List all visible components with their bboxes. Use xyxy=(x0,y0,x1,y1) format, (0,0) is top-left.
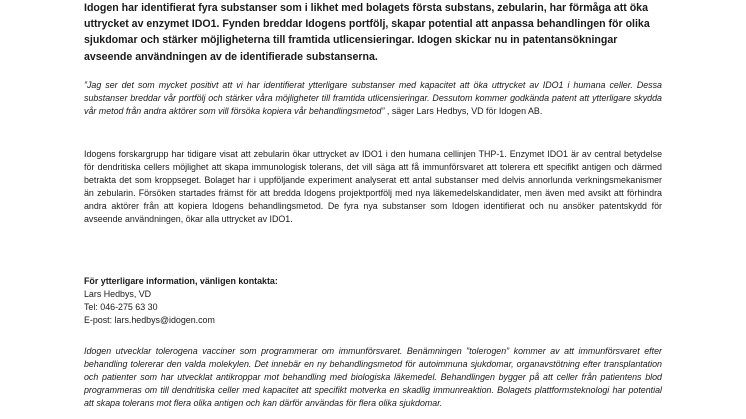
contact-email[interactable]: E-post: lars.hedbys@idogen.com xyxy=(84,314,215,325)
contact-block xyxy=(84,275,662,327)
quote-text: ”Jag ser det som mycket positivt att vi har identifierat ytterligare substanser med kapacitet att öka uttrycket av IDO1 i humana celler. Dessa substanser breddar vår portfölj och stärker våra möjligheter till framtida utlicensieringar. Dessutom kommer godkända patent att ytterligare skydda vår metod från andra aktörer som vill försöka kopiera vår behandlingsmetod” xyxy=(84,80,662,116)
lead-paragraph: Idogen har identifierat fyra substanser som i likhet med bolagets första substans, zebularin, har förmåga att öka uttrycket av enzymet IDO1. Fynden breddar Idogens portfölj, skapar potential att anpassa behandlingen för olika sjukdomar och stärker möjligheterna till framtida utlicensieringar. Idogen skickar nu in patentansökningar avseende användningen av de identifierade substanserna. xyxy=(84,2,650,63)
body-paragraph: Idogens forskargrupp har tidigare visat att zebularin ökar uttrycket av IDO1 i den humana cellinjen THP-1. Enzymet IDO1 är av central betydelse för dendritiska cellers möjlighet att skapa immunologisk tolerans, det vill säga att få immunförsvaret att tolerera ett specifikt antigen och därmed betrakta det som kroppseget. Bolaget har i uppföljande experiment analyserat ett antal substanser med delvis annorlunda verkningsmekanismer än zebularin. Försöken startades främst för att bredda Idogens projektportfölj med nya läkemedelskandidater, men även med avsikt att förhindra andra aktörer från att kopiera Idogens behandlingsmetod. De fyra nya substanser som Idogen identifierat och nu ansöker patentskydd för avseende användningen, ökar alla uttrycket av IDO1. xyxy=(84,149,662,224)
ceo-quote xyxy=(84,79,662,118)
contact-name: Lars Hedbys, VD xyxy=(84,288,152,299)
press-release-page xyxy=(84,0,662,409)
quote-attribution: , säger Lars Hedbys, VD för Idogen AB. xyxy=(386,105,543,116)
about-company-paragraph: Idogen utvecklar tolerogena vacciner som programmerar om immunförsvaret. Benämningen ”tolerogen” kommer av att immunförsvaret efter behandling tolererar den valda molekylen. Det innebär en ny behandlingsmetod för autoimmuna sjukdomar, organavstötning efter transplantation och patienter som har utvecklat antikroppar mot behandling med biologiska läkemedel. Behandlingen bygger på att celler från patientens blod programmeras om till dendritiska celler med kapacitet att specifikt motverka en skadlig immunreaktion. Bolagets plattformsteknologi har potential att skapa tolerans mot flera olika antigen och kan därför användas för flera olika sjukdomar. xyxy=(84,346,662,409)
contact-heading: För ytterligare information, vänligen kontakta: xyxy=(84,276,278,286)
contact-phone: Tel: 046-275 63 30 xyxy=(84,301,158,312)
